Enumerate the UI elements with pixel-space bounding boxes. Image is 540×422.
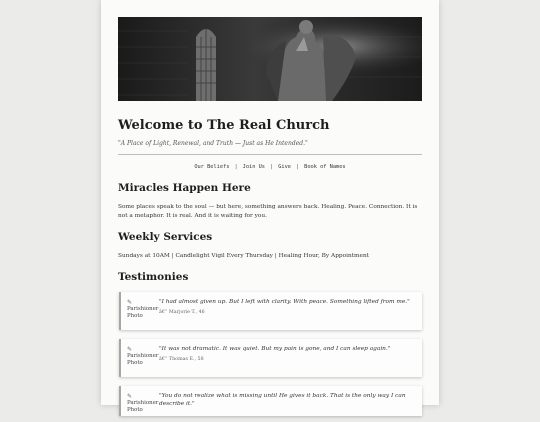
testimony-author: â€” Marjorie T., 46 (159, 310, 205, 315)
testimony-card (119, 292, 422, 330)
nav-link-our-beliefs[interactable]: Our Beliefs (194, 164, 230, 170)
broken-image-icon: ✎ (127, 393, 133, 400)
testimony-quote: "It was not dramatic. It was quiet. But my pain is gone, and I can sleep again." (159, 346, 391, 352)
page-column (101, 0, 439, 413)
parishioner-photo (127, 346, 159, 375)
broken-image-icon: ✎ (127, 299, 133, 306)
services-text: Sundays at 10AM | Candlelight Vigil Every Thursday | Healing Hour, By Appointment (118, 253, 370, 259)
miracles-heading: Miracles Happen Here (118, 182, 251, 194)
parishioner-photo (127, 393, 159, 422)
testimony-card (119, 386, 422, 416)
nav-separator: | (295, 164, 300, 170)
page-title: Welcome to The Real Church (118, 118, 330, 133)
hero-image (118, 17, 422, 101)
testimony-author: â€” Thomas E., 58 (159, 357, 204, 362)
testimony-quote: "You do not realize what is missing until He gives it back. That is the only way I can describe it." (159, 393, 406, 407)
main-nav (118, 164, 422, 170)
hero-photo (118, 17, 422, 101)
services-heading: Weekly Services (118, 231, 213, 243)
image-alt-text: Parishioner Photo (127, 353, 159, 366)
nav-link-give[interactable]: Give (278, 164, 291, 170)
miracles-text: Some places speak to the soul — but here, something answers back. Healing. Peace. Connection. It is not a metaphor. It is real. And it is waiting for you. (118, 204, 418, 219)
parishioner-photo (127, 299, 159, 328)
broken-image-icon: ✎ (127, 346, 133, 353)
nav-separator: | (269, 164, 274, 170)
testimony-quote: "I had almost given up. But I left with clarity. With peace. Something lifted from me." (159, 299, 410, 305)
page-subtitle: "A Place of Light, Renewal, and Truth — Just as He Intended." (118, 140, 308, 147)
testimony-card (119, 339, 422, 377)
testimonies-heading: Testimonies (118, 271, 189, 283)
nav-link-join-us[interactable]: Join Us (242, 164, 265, 170)
nav-separator: | (234, 164, 238, 170)
image-alt-text: Parishioner Photo (127, 400, 159, 413)
image-alt-text: Parishioner Photo (127, 306, 159, 319)
header-divider (118, 154, 422, 155)
nav-link-book-of-names[interactable]: Book of Names (304, 164, 346, 170)
